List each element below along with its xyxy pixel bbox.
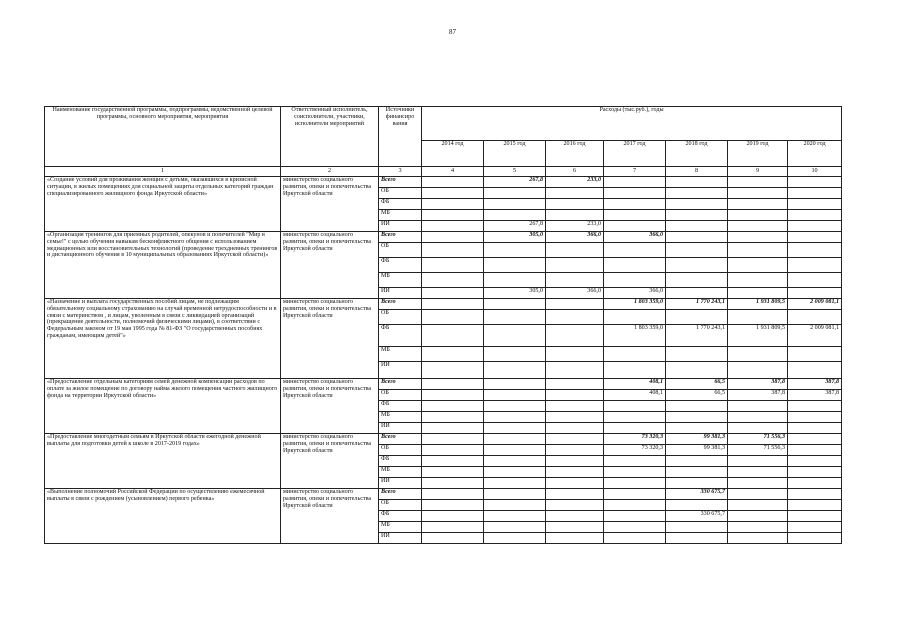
measure-name: «Назначение и выплата государственных пособий лицам, не подлежащим обязательному социальному страхованию на случай временной нетрудоспособности и в связи с материнством , и лицам, уволенным в связи с ликвидацией организаций (прекращение деятельности, полномочий физическими лицами), в соответствии с Федеральным законом от 19 мая 1995 года № 81-ФЗ "О государственных пособиях гражданам, имеющим детей"» <box>45 299 281 379</box>
expense-value <box>788 533 842 544</box>
expense-value <box>484 273 546 288</box>
expense-value <box>422 390 484 401</box>
funding-source: Всего <box>379 379 422 390</box>
expense-value <box>788 273 842 288</box>
expense-value <box>666 258 728 273</box>
expense-value <box>484 401 546 412</box>
measure-name: «Предоставление отдельным категориям семей денежной компенсации расходов по оплате за жилое помещение по договору найма жилого помещения частного жилищного фонда на территории Иркутской области» <box>45 379 281 434</box>
expense-value <box>666 177 728 188</box>
expense-value <box>546 325 604 347</box>
header-year: 2019 год <box>728 141 788 167</box>
expense-value <box>546 401 604 412</box>
expense-value <box>546 210 604 221</box>
expense-value: 387,8 <box>728 390 788 401</box>
expense-value <box>666 221 728 232</box>
expense-value <box>484 467 546 478</box>
expense-value <box>788 478 842 489</box>
expense-value <box>728 401 788 412</box>
expense-value <box>604 310 666 325</box>
expense-value: 387,8 <box>788 390 842 401</box>
expense-value <box>666 533 728 544</box>
measure-name: «Организация тренингов для приемных родителей, опекунов и попечителей "Мир в семье!" с целью обучения навыкам бесконфликтного общения с использованием медиационных или восстановительных технологий (проведение трехдневных тренингов и дистанционного обучения в 10 муниципальных образованиях Иркутской области)» <box>45 232 281 299</box>
expense-value <box>422 221 484 232</box>
expense-value <box>422 347 484 362</box>
expense-value <box>546 188 604 199</box>
expense-value <box>666 347 728 362</box>
funding-source: ФБ <box>379 258 422 273</box>
expense-value <box>484 362 546 379</box>
budget-table <box>44 106 842 544</box>
expense-value <box>788 467 842 478</box>
expense-value <box>422 258 484 273</box>
expense-value <box>604 456 666 467</box>
header-year: 2016 год <box>546 141 604 167</box>
table-row <box>45 489 842 500</box>
expense-value <box>484 412 546 423</box>
expense-value <box>666 362 728 379</box>
expense-value <box>788 243 842 258</box>
expense-value <box>422 423 484 434</box>
expense-value <box>484 522 546 533</box>
expense-value <box>788 401 842 412</box>
executor-name: министерство социального развития, опеки и попечительства Иркутской области <box>281 489 379 544</box>
column-number: 5 <box>484 167 546 177</box>
executor-name: министерство социального развития, опеки и попечительства Иркутской области <box>281 299 379 379</box>
expense-value <box>728 221 788 232</box>
measure-name: «Предоставление многодетным семьям в Иркутской области ежегодной денежной выплаты для подготовки детей к школе в 2017-2019 годах» <box>45 434 281 489</box>
expense-value: 366,0 <box>546 288 604 299</box>
expense-value <box>422 379 484 390</box>
header-measure: Наименование государственной программы, подпрограммы, ведомственной целевой программы, основного мероприятия, мероприятия <box>45 107 281 167</box>
executor-name: министерство социального развития, опеки и попечительства Иркутской области <box>281 379 379 434</box>
executor-name: министерство социального развития, опеки и попечительства Иркутской области <box>281 434 379 489</box>
expense-value <box>788 362 842 379</box>
executor-name: министерство социального развития, опеки и попечительства Иркутской области <box>281 232 379 299</box>
expense-value <box>422 511 484 522</box>
expense-value <box>788 232 842 243</box>
expense-value <box>546 511 604 522</box>
expense-value <box>728 511 788 522</box>
expense-value: 267,8 <box>484 221 546 232</box>
expense-value <box>422 188 484 199</box>
expense-value <box>728 412 788 423</box>
expense-value: 1 803 359,0 <box>604 325 666 347</box>
expense-value <box>484 199 546 210</box>
expense-value <box>422 401 484 412</box>
funding-source: ОБ <box>379 390 422 401</box>
expense-value <box>666 423 728 434</box>
expense-value: 305,0 <box>484 288 546 299</box>
expense-value <box>604 478 666 489</box>
expense-value <box>546 423 604 434</box>
expense-value <box>728 423 788 434</box>
expense-value <box>422 478 484 489</box>
expense-value <box>422 489 484 500</box>
expense-value <box>604 522 666 533</box>
expense-value <box>484 243 546 258</box>
expense-value <box>484 258 546 273</box>
table-row <box>45 177 842 188</box>
funding-source: ИИ <box>379 423 422 434</box>
expense-value <box>604 258 666 273</box>
header-year: 2015 год <box>484 141 546 167</box>
expense-value <box>728 347 788 362</box>
column-number: 3 <box>379 167 422 177</box>
expense-value <box>546 347 604 362</box>
expense-value <box>546 434 604 445</box>
expense-value <box>604 533 666 544</box>
expense-value <box>604 412 666 423</box>
expense-value <box>788 310 842 325</box>
expense-value <box>604 511 666 522</box>
expense-value <box>484 347 546 362</box>
funding-source: МБ <box>379 467 422 478</box>
funding-source: МБ <box>379 522 422 533</box>
expense-value <box>484 500 546 511</box>
expense-value <box>788 445 842 456</box>
expense-value: 408,1 <box>604 379 666 390</box>
expense-value <box>788 412 842 423</box>
funding-source: ОБ <box>379 243 422 258</box>
expense-value <box>728 288 788 299</box>
expense-value <box>788 199 842 210</box>
funding-source: МБ <box>379 412 422 423</box>
expense-value: 1 770 243,1 <box>666 325 728 347</box>
expense-value <box>546 390 604 401</box>
expense-value <box>788 522 842 533</box>
expense-value <box>546 467 604 478</box>
expense-value: 330 675,7 <box>666 489 728 500</box>
expense-value <box>484 423 546 434</box>
expense-value: 366,0 <box>604 232 666 243</box>
expense-value <box>422 434 484 445</box>
expense-value <box>728 533 788 544</box>
column-number: 1 <box>45 167 281 177</box>
column-number: 7 <box>604 167 666 177</box>
expense-value <box>788 500 842 511</box>
expense-value <box>728 489 788 500</box>
expense-value <box>422 412 484 423</box>
expense-value <box>484 210 546 221</box>
header-source: Источники финансиро вания <box>379 107 422 167</box>
expense-value <box>666 188 728 199</box>
expense-value <box>484 299 546 310</box>
expense-value: 73 320,3 <box>604 445 666 456</box>
expense-value: 2 009 081,1 <box>788 299 842 310</box>
funding-source: ИИ <box>379 478 422 489</box>
expense-value <box>422 243 484 258</box>
funding-source: Всего <box>379 232 422 243</box>
funding-source: ФБ <box>379 401 422 412</box>
expense-value: 1 931 809,5 <box>728 325 788 347</box>
expense-value <box>422 310 484 325</box>
expense-value <box>788 456 842 467</box>
expense-value: 71 556,3 <box>728 434 788 445</box>
expense-value <box>546 273 604 288</box>
table-body <box>45 177 842 544</box>
funding-source: ОБ <box>379 500 422 511</box>
header-year: 2017 год <box>604 141 666 167</box>
table-header <box>45 107 842 177</box>
funding-source: ФБ <box>379 325 422 347</box>
expense-value: 387,8 <box>728 379 788 390</box>
expense-value <box>604 423 666 434</box>
expense-value <box>666 310 728 325</box>
expense-value <box>666 412 728 423</box>
expense-value: 233,0 <box>546 221 604 232</box>
expense-value <box>604 467 666 478</box>
expense-value <box>422 273 484 288</box>
executor-name: министерство социального развития, опеки и попечительства Иркутской области <box>281 177 379 232</box>
expense-value <box>546 500 604 511</box>
expense-value <box>604 500 666 511</box>
page-number: 87 <box>449 28 456 36</box>
expense-value <box>604 489 666 500</box>
expense-value <box>788 288 842 299</box>
expense-value <box>546 478 604 489</box>
expense-value <box>666 243 728 258</box>
expense-value <box>788 434 842 445</box>
funding-source: ИИ <box>379 288 422 299</box>
expense-value <box>728 500 788 511</box>
expense-value <box>546 310 604 325</box>
expense-value <box>728 456 788 467</box>
expense-value <box>666 456 728 467</box>
funding-source: ФБ <box>379 199 422 210</box>
funding-source: ФБ <box>379 456 422 467</box>
expense-value <box>422 456 484 467</box>
expense-value <box>728 199 788 210</box>
expense-value <box>484 325 546 347</box>
expense-value <box>546 258 604 273</box>
funding-source: Всего <box>379 299 422 310</box>
funding-source: ОБ <box>379 310 422 325</box>
expense-value: 99 381,3 <box>666 445 728 456</box>
funding-source: МБ <box>379 273 422 288</box>
expense-value <box>666 522 728 533</box>
expense-value <box>604 362 666 379</box>
expense-value: 330 675,7 <box>666 511 728 522</box>
measure-name: «Создание условий для проживания женщин с детьми, оказавшихся в кризисной ситуации, в жилых помещениях для социальной защиты отдельных категорий граждан специализированного жилищного фонда Иркутской области» <box>45 177 281 232</box>
expense-value <box>484 390 546 401</box>
expense-value <box>666 273 728 288</box>
column-number: 2 <box>281 167 379 177</box>
funding-source: МБ <box>379 347 422 362</box>
expense-value <box>604 401 666 412</box>
expense-value <box>666 199 728 210</box>
expense-value <box>422 210 484 221</box>
expense-value <box>788 423 842 434</box>
expense-value <box>422 467 484 478</box>
table-row <box>45 299 842 310</box>
expense-value: 2 009 081,1 <box>788 325 842 347</box>
column-number: 4 <box>422 167 484 177</box>
expense-value <box>546 199 604 210</box>
column-number: 8 <box>666 167 728 177</box>
expense-value <box>728 232 788 243</box>
expense-value <box>788 258 842 273</box>
expense-value <box>422 445 484 456</box>
funding-source: МБ <box>379 210 422 221</box>
expense-value <box>788 221 842 232</box>
expense-value <box>666 478 728 489</box>
funding-source: ИИ <box>379 221 422 232</box>
expense-value <box>546 299 604 310</box>
expense-value <box>546 522 604 533</box>
expense-value: 1 931 809,5 <box>728 299 788 310</box>
expense-value <box>666 288 728 299</box>
expense-value <box>422 232 484 243</box>
expense-value <box>728 177 788 188</box>
funding-source: ОБ <box>379 445 422 456</box>
expense-value <box>422 199 484 210</box>
expense-value <box>484 188 546 199</box>
funding-source: Всего <box>379 489 422 500</box>
funding-source: ФБ <box>379 511 422 522</box>
expense-value <box>666 500 728 511</box>
expense-value <box>604 188 666 199</box>
expense-value <box>728 273 788 288</box>
expense-value: 73 320,3 <box>604 434 666 445</box>
expense-value: 366,0 <box>604 288 666 299</box>
funding-source: ОБ <box>379 188 422 199</box>
expense-value <box>788 489 842 500</box>
table-row <box>45 434 842 445</box>
expense-value <box>484 445 546 456</box>
expense-value <box>422 177 484 188</box>
expense-value: 408,1 <box>604 390 666 401</box>
expense-value <box>484 478 546 489</box>
expense-value <box>546 456 604 467</box>
expense-value: 233,0 <box>546 177 604 188</box>
expense-value <box>728 362 788 379</box>
expense-value <box>546 379 604 390</box>
funding-source: ИИ <box>379 533 422 544</box>
table-row <box>45 379 842 390</box>
expense-value <box>728 258 788 273</box>
measure-name: «Выполнение полномочий Российской Федерации по осуществлению ежемесячной выплаты в связи с рождением (усыновлением) первого ребенка» <box>45 489 281 544</box>
expense-value <box>484 310 546 325</box>
expense-value <box>604 199 666 210</box>
expense-value <box>666 467 728 478</box>
expense-value <box>422 500 484 511</box>
header-year: 2020 год <box>788 141 842 167</box>
expense-value <box>788 511 842 522</box>
expense-value: 66,5 <box>666 390 728 401</box>
header-executor: Ответственный исполнитель, соисполнители, участники, исполнители мероприятий <box>281 107 379 167</box>
expense-value <box>484 533 546 544</box>
expense-value <box>484 489 546 500</box>
expense-value <box>484 379 546 390</box>
funding-source: Всего <box>379 434 422 445</box>
header-year: 2014 год <box>422 141 484 167</box>
expense-value <box>422 533 484 544</box>
expense-value <box>604 177 666 188</box>
expense-value <box>728 188 788 199</box>
expense-value <box>728 243 788 258</box>
expense-value <box>546 533 604 544</box>
expense-value <box>728 310 788 325</box>
expense-value: 1 770 243,1 <box>666 299 728 310</box>
expense-value <box>484 456 546 467</box>
expense-value <box>788 177 842 188</box>
expense-value: 1 803 359,0 <box>604 299 666 310</box>
expense-value <box>666 210 728 221</box>
funding-source: ИИ <box>379 362 422 379</box>
expense-value <box>788 347 842 362</box>
expense-value: 305,0 <box>484 232 546 243</box>
expense-value <box>484 511 546 522</box>
column-number: 9 <box>728 167 788 177</box>
expense-value: 387,8 <box>788 379 842 390</box>
expense-value: 99 381,3 <box>666 434 728 445</box>
expense-value <box>422 299 484 310</box>
expense-value: 66,5 <box>666 379 728 390</box>
expense-value <box>604 221 666 232</box>
expense-value <box>604 243 666 258</box>
column-number: 10 <box>788 167 842 177</box>
expense-value <box>422 362 484 379</box>
expense-value: 366,0 <box>546 232 604 243</box>
expense-value <box>546 362 604 379</box>
column-number: 6 <box>546 167 604 177</box>
column-numbers-row <box>45 167 842 177</box>
expense-value <box>728 478 788 489</box>
expense-value <box>666 232 728 243</box>
expense-value <box>422 325 484 347</box>
expense-value: 267,8 <box>484 177 546 188</box>
expense-value <box>728 467 788 478</box>
expense-value <box>604 347 666 362</box>
expense-value <box>604 210 666 221</box>
funding-source: Всего <box>379 177 422 188</box>
expense-value <box>546 412 604 423</box>
expense-value <box>728 210 788 221</box>
expense-value <box>546 489 604 500</box>
header-expenses: Расходы (тыс.руб.), годы <box>422 107 842 141</box>
expense-value <box>728 522 788 533</box>
expense-value <box>546 445 604 456</box>
expense-value <box>788 188 842 199</box>
table-row <box>45 232 842 243</box>
expense-value <box>666 401 728 412</box>
expense-value <box>604 273 666 288</box>
header-year: 2018 год <box>666 141 728 167</box>
expense-value <box>546 243 604 258</box>
expense-value <box>484 434 546 445</box>
expense-value <box>422 522 484 533</box>
expense-value <box>788 210 842 221</box>
expense-value <box>422 288 484 299</box>
expense-value: 71 556,3 <box>728 445 788 456</box>
